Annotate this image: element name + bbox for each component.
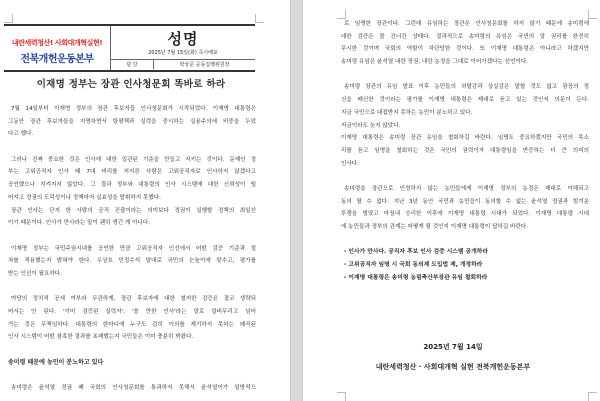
text-line: 인사 시스템이 어떤 참혹한 결과를 초래했는지 국민들은 이미 충분히 봐왔다.: [8, 334, 194, 341]
contact-row: [111, 59, 255, 71]
paragraph: [8, 293, 256, 344]
text-line: 리를 듣고 임명을 철회하는 것은 국민의 권력이자 대통령임을 반증하는 더 큰 의미의: [341, 147, 589, 154]
page-corner-mark: [588, 10, 597, 19]
page-corner-mark: [337, 392, 346, 401]
text-line: 투쟁을 벌였고 마침내 승리한 이후에 이재명 대통령 시대가 되었다. 이재명 대통령 시대: [341, 211, 589, 218]
section-heading: 송미령 때문에 농민이 분노하고 있다: [8, 358, 104, 366]
text-line: 대한 검증은 물 건너간 상태다. 결과적으로 송미령의 유임은 국민의 알 권리를 완전히: [341, 33, 589, 40]
demand-item: - 이재명 대통령은 송미령 농림축산부장관 유임 철회하라: [344, 274, 488, 281]
text-line: 이재명 대통령은 송미령 장관 유임을 철회하길 바란다. 임명도 중요하겠지만 국민의 목소: [341, 135, 589, 142]
text-line: 무시한 것이며 국회의 역할이 차단당한 것이다. 또 이재명 대통령은 아니라고 하겠지만: [341, 46, 589, 53]
text-line: 송미령을 장관으로 인정하지 않는 농민들에게 이재명 정부의 농정은 제대로 이해되고: [344, 185, 589, 192]
paragraph: [8, 205, 256, 230]
signature-date: 2025년 7월 14일: [423, 343, 483, 351]
contact-label: 담 당: [111, 60, 154, 69]
text-line: 송미령은 윤석열 정권 때 국회의 인사청문회를 통과하지 못해서 윤석열이가 일방적으: [11, 385, 256, 392]
text-line: 그러나 진짜 중요한 것은 인사에 대한 일관된 기준을 만들고 지키는 것이다. 문재인 정: [11, 156, 256, 163]
organization-name: 전북개헌운동본부: [20, 54, 94, 65]
text-line: 로 임명한 장관이다. 그런데 유임하는 장관은 인사청문회를 하지 않기 때문에 송미령에: [344, 21, 589, 27]
document-page-2: [303, 0, 600, 401]
statement-title: 이재명 정부는 장관 인사청문회 똑바로 하라: [36, 79, 226, 90]
demand-item: - 인사가 만사다. 공직자 후보 인사 검증 시스템 공개하라: [344, 249, 488, 256]
statement-body: [8, 103, 256, 395]
paragraph: [341, 81, 589, 170]
text-line: 그동안 장관 후보자들을 지명하면서 탕평책과 실력을 중시하는 실용주의에 비중을 두었: [8, 118, 256, 125]
paragraph: [8, 243, 256, 281]
text-line: 인사다.: [341, 160, 359, 167]
text-line: 야당의 정치적 공세 여부와 무관하게, 장관 후보자에 대한 철저한 검증은 결코 생략되: [11, 296, 256, 303]
document-page-1: [0, 0, 290, 401]
release-date: 2025년 7월 15일(화) 즉시배포: [148, 50, 218, 56]
paragraph: [341, 183, 589, 234]
statement-body-continued: [341, 18, 589, 284]
text-line: 동의 될 수 없다. 지난 3년 동안 국민과 농민들이 동의할 수 없는 윤석열 정권과 힘겨운: [341, 198, 589, 205]
text-line: 지금 국민으로 대접받지 못하는 농민이 분노하고 있다.: [341, 109, 473, 116]
text-line: 차를 적용했는지 밝혀야 한다. 우상호 민정수석 말대로 국민의 눈높이에 맞추고, 평가를: [8, 258, 256, 265]
text-line: 어지고 정권의 도덕성이나 정책마저 실효성을 발휘하지 못했다.: [8, 194, 161, 201]
paragraph: [8, 382, 256, 395]
text-line: 이기 때문이다. 인사가 만사라는 말이 괜히 생긴 게 아니다.: [8, 220, 151, 227]
paragraph: [8, 154, 256, 205]
paragraph: [8, 357, 256, 370]
text-line: 부는 고위공직자 인사 때 7대 비리를 저지른 사람은 고위공직자로 인사하지 않겠다고: [8, 169, 256, 176]
page-corner-mark: [588, 392, 597, 401]
page-gutter: [290, 0, 303, 401]
text-line: 공언했으나 지켜지지 않았다. 그 결과 정부와 대통령의 인사 시스템에 대한 신뢰성이 떨: [8, 182, 256, 189]
paragraph: [341, 18, 589, 69]
page-corner-mark: [4, 14, 13, 23]
text-line: 7월 14일부터 이재명 정부의 장관 후보자들 인사청문회가 시작되었다. 이재명 대통령은: [11, 106, 256, 112]
slogan: 내란세력청산! 사회대개혁실현!: [11, 39, 103, 47]
organization-cell: [4, 26, 111, 70]
paragraph: [8, 103, 256, 141]
statement-info-cell: [111, 26, 255, 70]
text-line: 에 농민들과 정부의 관계는 어떻게 될 것인지 이재명 대통령이 답하길 바란다.: [341, 224, 529, 230]
paragraph: [341, 246, 589, 284]
text-line: 신을 배신한 것이라는 평가를 이재명 대통령은 제대로 듣고 있는 것인지 의문이 든다.: [341, 97, 589, 104]
text-line: 다고 했다.: [8, 131, 34, 138]
text-line: 송미령 유임은 윤석열 내란 정권, 내란 농정을 그대로 이어가겠다는 선언이다.: [341, 59, 529, 66]
text-line: 장관 인사는 단지 한 사람의 공직 진출이라는 의미보다 정권이 실행할 정책의 최일선: [11, 207, 256, 214]
text-line: 받는 인선이 필요하다.: [8, 270, 62, 277]
demand-item: - 고위공직자 임명 시 국회 동의제 도입법 제, 개정하라: [344, 262, 483, 269]
doc-type-label: 성명: [167, 30, 199, 48]
statement-header-table: [4, 24, 255, 72]
text-line: 어서는 안 된다. '이미 검증된 실력자', '쓸 만한 인사'라는 말로 얼버무리고 넘어: [8, 309, 256, 315]
signature-organization: 내란세력청산 · 사회대개혁 실현 전북개헌운동본부: [375, 363, 531, 371]
text-line: 지금이라도 늦지 않았다.: [341, 122, 401, 129]
text-line: 송미령 장관의 유임 발표 이후 농민들의 허탈감과 상실감은 말할 것도 없고 광장의 정: [344, 84, 589, 91]
text-line: 이재명 정부는 국민주권시대를 공언한 만큼 고위공직자 인선에서 어떤 검증 기준과 절: [11, 245, 256, 252]
page-corner-mark: [255, 14, 264, 23]
contact-value: 박상준 공동집행위원장: [179, 62, 230, 68]
text-line: 가는 것은 무책임하다. 대통령의 한마디에 누구도 감히 이의를 제기하지 못하는 왜곡된: [8, 321, 256, 328]
